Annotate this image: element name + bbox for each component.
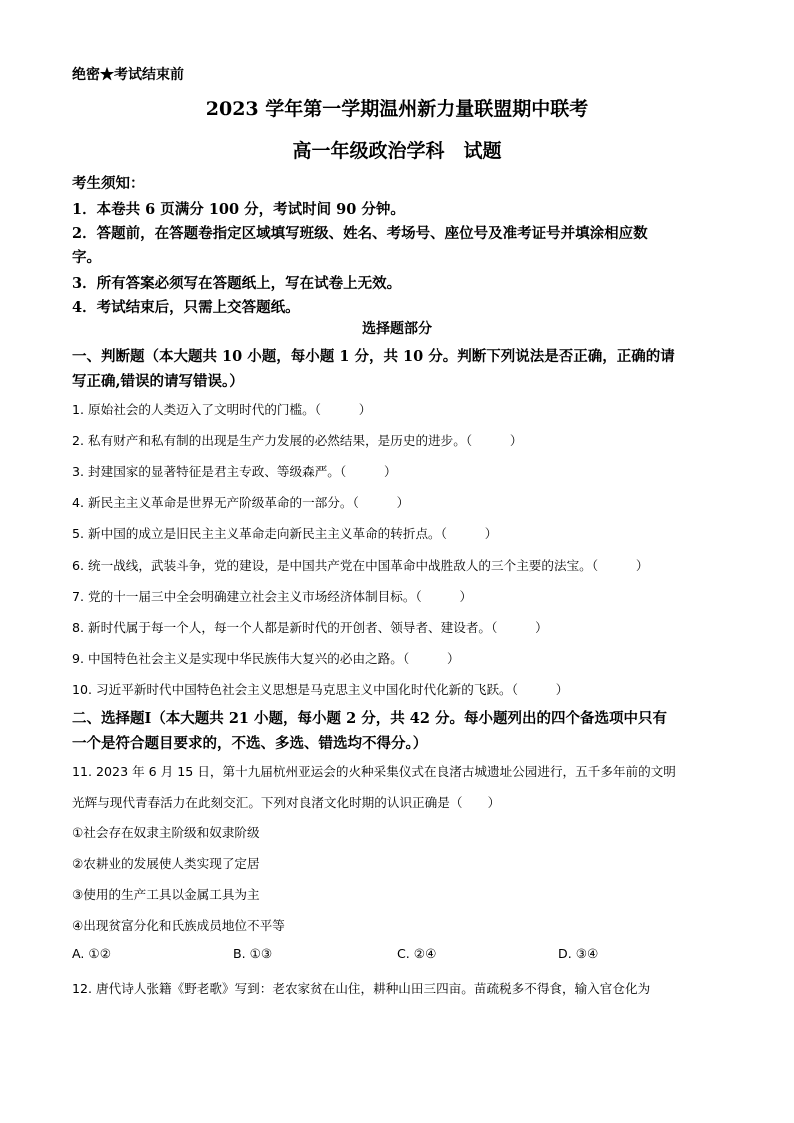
statement-1: ①社会存在奴隶主阶级和奴隶阶级	[72, 825, 260, 840]
statement-3: ③使用的生产工具以金属工具为主	[72, 887, 260, 902]
question-1: 1. 原始社会的人类迈入了文明时代的门槛。（ ）	[72, 402, 372, 417]
statement-2: ②农耕业的发展使人类实现了定居	[72, 856, 260, 871]
option-c: C. ②④	[397, 946, 437, 961]
notice-item: 2．答题前，在答题卷指定区域填写班级、姓名、考场号、座位号及准考证号并填涂相应数	[72, 225, 648, 242]
option-a: A. ①②	[72, 946, 111, 961]
part1-heading-cont: 写正确,错误的请写错误。）	[72, 373, 244, 390]
notice-item: 4．考试结束后，只需上交答题纸。	[72, 299, 300, 316]
option-d: D. ③④	[558, 946, 599, 961]
exam-title: 2023 学年第一学期温州新力量联盟期中联考	[205, 98, 589, 120]
question-3: 3. 封建国家的显著特征是君主专政、等级森严。（ ）	[72, 464, 397, 479]
question-2: 2. 私有财产和私有制的出现是生产力发展的必然结果，是历史的进步。（ ）	[72, 433, 523, 448]
confidential-label: 绝密★考试结束前	[72, 67, 184, 83]
notice-heading: 考生须知：	[72, 175, 145, 192]
notice-item: 字。	[72, 249, 101, 266]
statement-4: ④出现贫富分化和氏族成员地位不平等	[72, 918, 285, 933]
question-11-stem: 11. 2023 年 6 月 15 日，第十九届杭州亚运会的火种采集仪式在良渚古城遗址公园进行，五千多年前的文明	[72, 764, 676, 779]
question-8: 8. 新时代属于每一个人，每一个人都是新时代的开创者、领导者、建设者。（ ）	[72, 620, 548, 635]
exam-subtitle: 高一年级政治学科 试题	[292, 140, 502, 162]
question-7: 7. 党的十一届三中全会明确建立社会主义市场经济体制目标。（ ）	[72, 589, 473, 604]
part2-heading-cont: 一个是符合题目要求的，不选、多选、错选均不得分。）	[72, 735, 428, 752]
question-4: 4. 新民主主义革命是世界无产阶级革命的一部分。（ ）	[72, 495, 410, 510]
notice-item: 1．本卷共 6 页满分 100 分，考试时间 90 分钟。	[72, 201, 405, 218]
question-10: 10. 习近平新时代中国特色社会主义思想是马克思主义中国化时代化新的飞跃。（ ）	[72, 682, 569, 697]
option-b: B. ①③	[233, 946, 273, 961]
part1-heading: 一、判断题（本大题共 10 小题，每小题 1 分，共 10 分。判断下列说法是否正确，正确的请	[72, 348, 675, 365]
question-11-stem-cont: 光辉与现代青春活力在此刻交汇。下列对良渚文化时期的认识正确是（ ）	[72, 795, 501, 810]
part2-heading: 二、选择题Ⅰ（本大题共 21 小题，每小题 2 分，共 42 分。每小题列出的四个备选项中只有	[72, 710, 668, 727]
question-5: 5. 新中国的成立是旧民主主义革命走向新民主主义革命的转折点。（ ）	[72, 526, 498, 541]
question-6: 6. 统一战线，武装斗争，党的建设，是中国共产党在中国革命中战胜敌人的三个主要的法宝。（ ）	[72, 558, 649, 573]
question-12-stem: 12. 唐代诗人张籍《野老歌》写到：老农家贫在山住，耕种山田三四亩。苗疏税多不得食，输入官仓化为	[72, 981, 651, 996]
section-title: 选择题部分	[362, 321, 432, 337]
notice-item: 3．所有答案必须写在答题纸上，写在试卷上无效。	[72, 275, 402, 292]
question-9: 9. 中国特色社会主义是实现中华民族伟大复兴的必由之路。（ ）	[72, 651, 460, 666]
